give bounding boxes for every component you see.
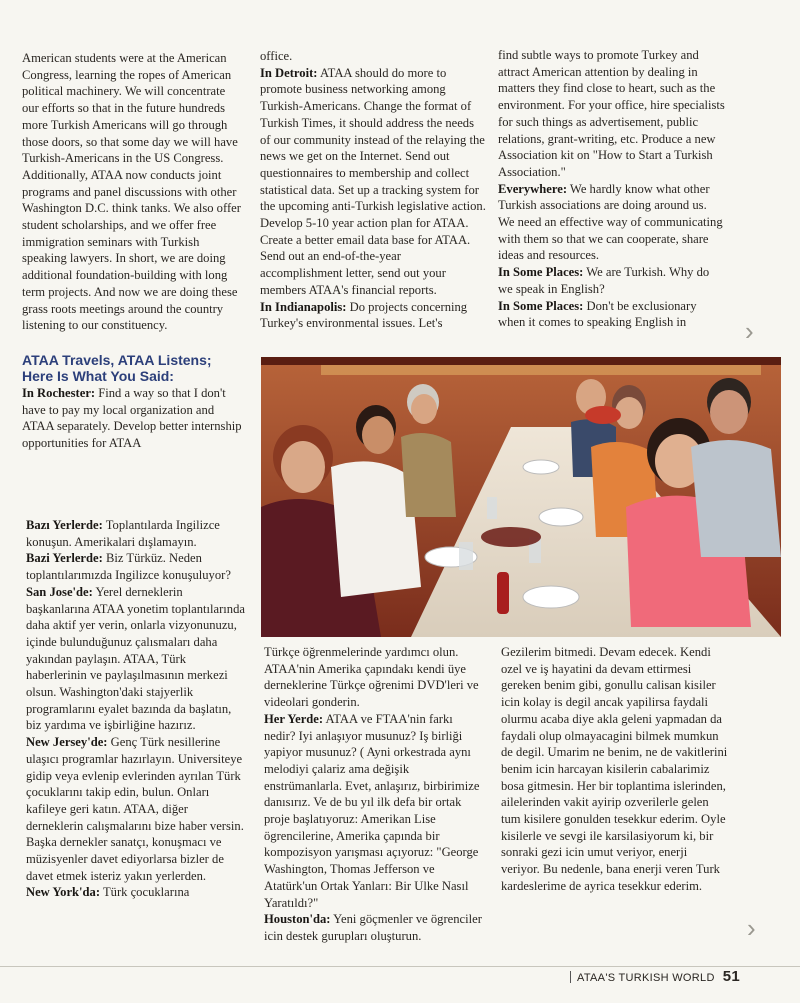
page-footer <box>570 968 740 985</box>
office-text: office. <box>260 49 293 63</box>
new-jersey-text: Genç Türk nesillerine ulaşıcı programlar hazırlayın. Universiteye gidip veya evlenip evlerinden ayrılan Türk çocuklarını takip edin, bulun. Onları kafileye geri katın. ATAA, diğer derneklerin calışmalarını bize haber versin. Başka dernekler sanatçı, konuşmacı ve müzisyenler davet ediyorlarsa bizler de davet etmek isteriz yakın yerlerden. <box>26 735 244 883</box>
column-3-bottom <box>501 644 729 895</box>
publication-name: ATAA'S TURKISH WORLD <box>577 972 715 984</box>
indianapolis-label: In Indianapolis: <box>260 299 347 314</box>
find-ways-paragraph: find subtle ways to promote Turkey and attract American attention by dealing in matters they find close to heart, such as the environment. For your office, hire specialists for such things as advertisement, public relations, grant-writing, etc. Produce a new Association kit on "How to Start a Turkish Association." <box>498 48 725 179</box>
detroit-text: ATAA should do more to promote business networking among Turkish-Americans. Change the format of Turkish Times, it should address the needs of our community instead of the relaying the news we get on the Internet. Send out questionnaires to membership and collect statistical data. Set up a tracking system for the upcoming anti-Turkish legislative action. Develop 5-10 year action plan for ATAA. Create a better email data base for ATAA. Send out an end-of-the-year accomplishment letter, send out your members ATAA's financial reports. <box>260 65 486 297</box>
turkce-paragraph: Türkçe öğrenmelerinde yardımcı olun. ATAA'nin Amerika çapındakı kendi üye derneklerine Türkçe oğrenimi DVD'leri ve videolari gonderin. <box>264 645 479 710</box>
san-jose-paragraph <box>26 584 248 734</box>
san-jose-text: Yerel derneklerin başkanlarına ATAA yonetim toplantılarında daha aktif yer verin, onlarla vizyonunuzu, içinde bulunduğunuz çalısmaları daha yakından paylaşın. ATAA, Türk haberlerinin ve paylaşılmasının merkezi olsun. Washington'daki stajyerlik programlarını eyalet bazında da başlatın, biz yardıma ve işbirliğine hazırız. <box>26 584 245 733</box>
column-1-bottom <box>26 517 248 901</box>
everywhere-text: We hardly know what other Turkish associations are doing around us. We need an effective way of communicating with them so that we can cooperate, share ideas and resources. <box>498 181 723 263</box>
indianapolis-text: Do projects concerning Turkey's environmental issues. Let's <box>260 299 468 331</box>
some-places-paragraph-1 <box>498 264 726 297</box>
column-3-top <box>498 47 726 331</box>
houston-paragraph <box>264 911 486 944</box>
new-york-paragraph <box>26 884 248 901</box>
some-places-paragraph-2 <box>498 298 726 331</box>
rochester-label: In Rochester: <box>22 385 96 400</box>
some-places-label-2: In Some Places: <box>498 298 584 313</box>
continue-arrow-icon-2: › <box>747 913 756 943</box>
intro-paragraph: American students were at the American Congress, learning the ropes of American political machinery. We will concentrate our efforts so that in the future hundreds more Turkish Americans will go through those doors, so that some day we will have Turkish-Americans in the US Congress. Additionally, ATAA now conducts joint programs and panel discussions with other Washington D.C. think tanks. We also offer student scholarships, and we offer free immigration seminars with Turkish speaking lawyers. In short, we are doing additional foundation-building with long term projects. And now we are doing these grass roots meetings around the country listening to our constituency. <box>22 51 241 333</box>
san-jose-label: San Jose'de: <box>26 584 93 599</box>
column-1-top <box>22 50 244 452</box>
page-number: 51 <box>722 968 740 985</box>
column-2-bottom <box>264 644 486 945</box>
section-heading: ATAA Travels, ATAA Listens; Here Is What You Said: <box>22 351 212 384</box>
bazi-yerlerde-paragraph-1 <box>26 517 248 550</box>
detroit-paragraph <box>260 65 486 299</box>
her-yerde-label: Her Yerde: <box>264 711 324 726</box>
rochester-paragraph <box>22 385 244 452</box>
bazi-yerlerde-text-2: Biz Türküz. Neden toplantılarımızda Ingilizce konuşuluyor? <box>26 551 231 583</box>
bazi-yerlerde-text-1: Toplantılarda Ingilizce konuşun. Amerikalari dışlamayın. <box>26 518 220 549</box>
new-york-label: New York'da: <box>26 885 101 900</box>
houston-text: Yeni göçmenler ve ögrenciler icin destek gurupları oluşturun. <box>264 912 482 943</box>
some-places-text-1: We are Turkish. Why do we speak in English? <box>498 265 710 296</box>
everywhere-label: Everywhere: <box>498 181 568 196</box>
column-2-top <box>260 48 486 332</box>
some-places-label-1: In Some Places: <box>498 265 584 280</box>
some-places-text-2: Don't be exclusionary when it comes to speaking English in <box>498 298 697 330</box>
new-york-text: Türk çocuklarına <box>100 885 190 900</box>
footer-divider <box>0 966 800 967</box>
houston-label: Houston'da: <box>264 912 331 927</box>
everywhere-paragraph <box>498 181 726 265</box>
continue-arrow-icon: › <box>745 316 754 346</box>
her-yerde-paragraph <box>264 711 486 911</box>
her-yerde-text: ATAA ve FTAA'nin farkı nedir? Iyi anlaşıyor musunuz? Iş birliği yapiyor musunuz? ( Ayni orkestrada aynı melodiyi çalariz ama değişik enstrümanlarla. Evet, anlaşırız, birbirimize danısırız. Ve de bu yıl ilk defa bir ortak proje başlatıyoruz: Amerikan Lise ögrencilerine, Amerika çapında bir kompozisyon yarışması açıyoruz: "George Washington, Thomas Jefferson ve Atatürk'un Ortak Yanları: Bir Ulke Nasıl Yaratıldı?" <box>264 711 480 910</box>
detroit-label: In Detroit: <box>260 65 318 80</box>
group-dinner-photo <box>261 357 781 637</box>
indianapolis-paragraph <box>260 299 486 332</box>
footer-separator <box>570 971 571 983</box>
bazi-yerlerde-label-1: Bazı Yerlerde: <box>26 518 103 532</box>
new-jersey-paragraph <box>26 734 248 884</box>
bazi-yerlerde-label-2: Bazi Yerlerde: <box>26 551 103 566</box>
bazi-yerlerde-paragraph-2 <box>26 550 248 583</box>
new-jersey-label: New Jersey'de: <box>26 735 108 750</box>
gezilerim-paragraph: Gezilerim bitmedi. Devam edecek. Kendi ozel ve iş hayatini da devam ettirmesi gereken benim gibi, gonullu calisan kisiler icin kolay is degil ancak yapilirsa faydali olurmu acaba diye akla geleni yapmadan da faydali olup olmayacagini bilmek mumkun de degil. Umarim ne benim, ne de vakitlerini benim icin harcayan kisilerin cabalarimiz bosa gitmesin. Her bir toplantima islerinden, ailelerinden vakit ayirip ozverilerle gelen tum kisilere gonulden tesekkur ederim. Oyle kisilerle ve sevgi ile karsilasiyorum ki, bir sonraki gezi icin umut veriyor, enerji veriyor. Bu nedenle, bana enerji veren Turk kardeslerime de ayrica tesekkur ederim. <box>501 645 728 893</box>
rochester-text: Find a way so that I don't have to pay my local organization and ATAA separately. Develop better internship opportunities for ATAA <box>22 385 242 451</box>
